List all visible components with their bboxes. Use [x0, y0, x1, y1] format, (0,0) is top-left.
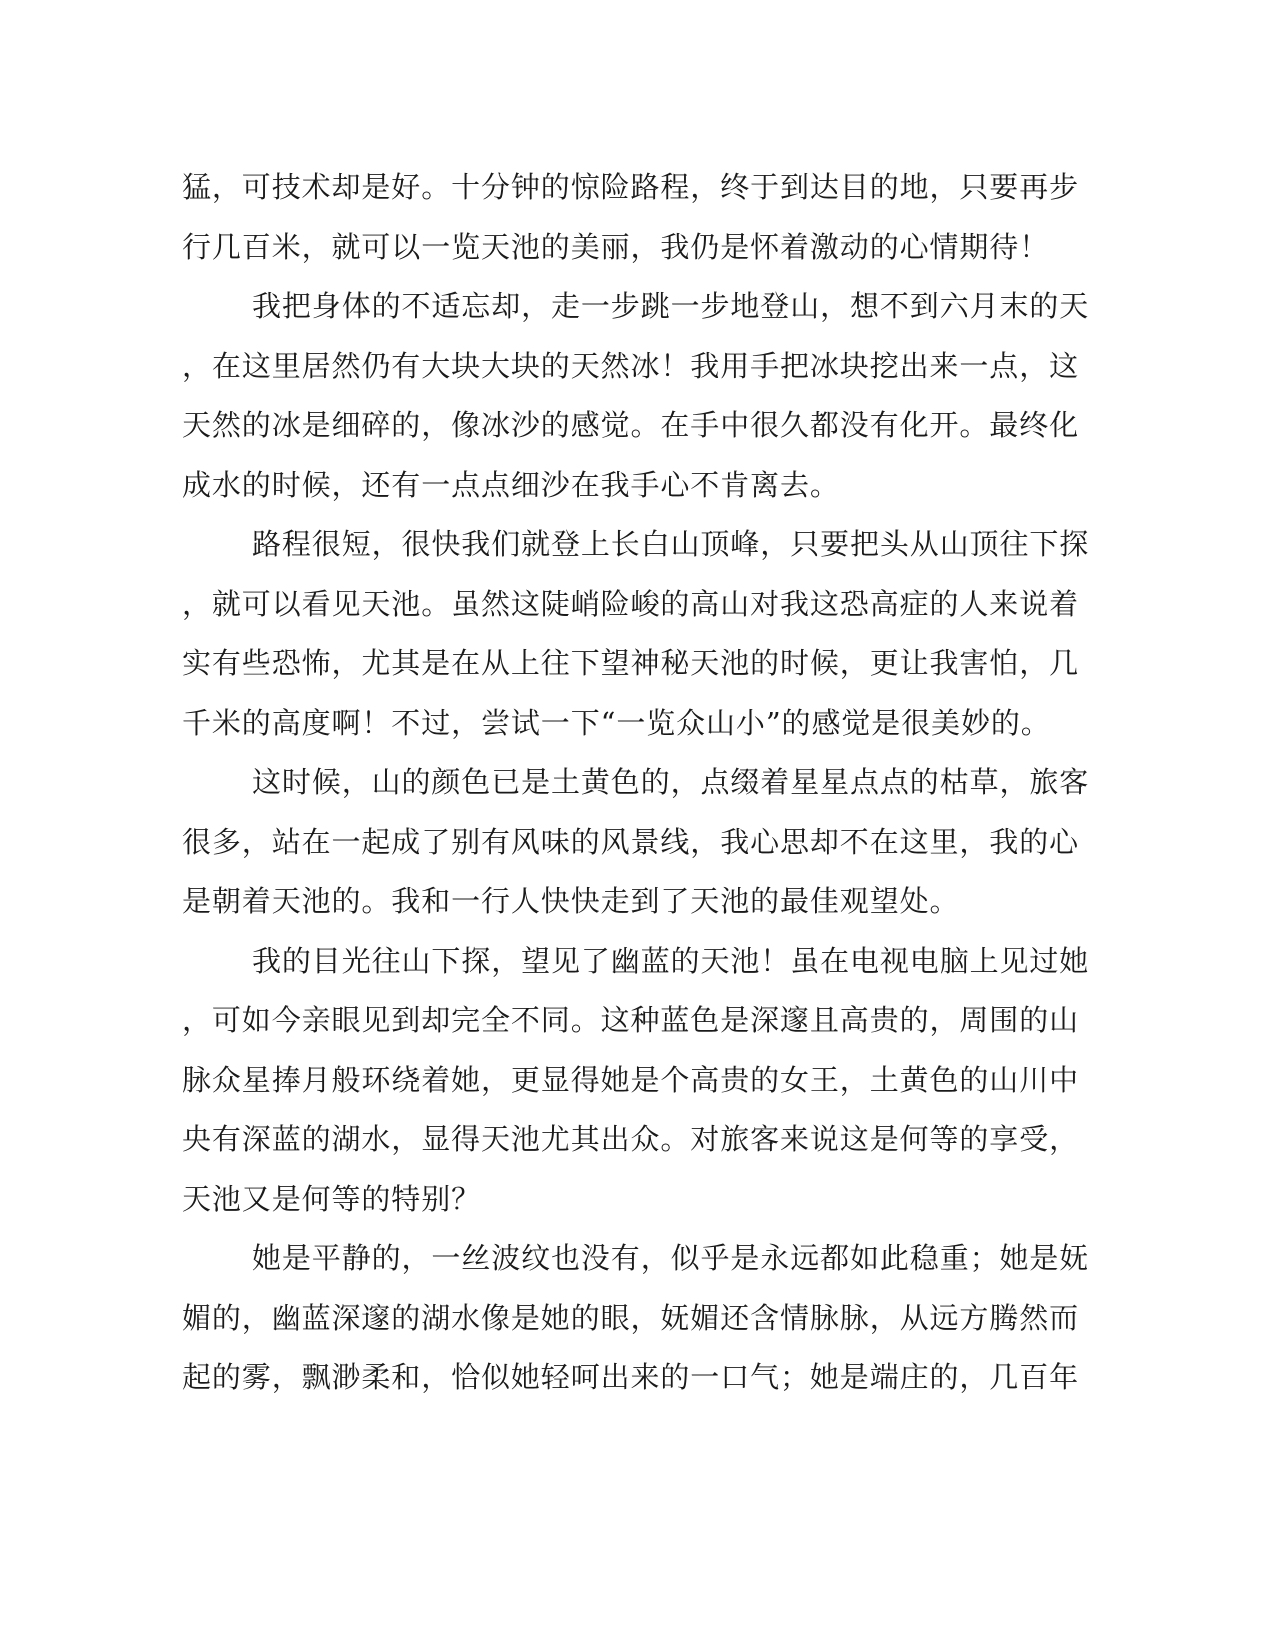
paragraph-start-line: 我的目光往山下探，望见了幽蓝的天池！虽在电视电脑上见过她 [252, 943, 1090, 978]
text-line: 天池又是何等的特别？ [182, 1181, 482, 1216]
paragraph-start-line: 我把身体的不适忘却，走一步跳一步地登山，想不到六月末的天 [252, 289, 1090, 323]
text-line: ，就可以看见天池。虽然这陡峭险峻的高山对我这恐高症的人来说着 [182, 586, 1080, 621]
text-line: ，在这里居然仍有大块大块的天然冰！我用手把冰块挖出来一点，这 [182, 348, 1080, 383]
text-line: 起的雾，飘渺柔和，恰似她轻呵出来的一口气；她是端庄的，几百年 [182, 1360, 1080, 1394]
text-line: 很多，站在一起成了别有风味的风景线，我心思却不在这里，我的心 [182, 824, 1080, 859]
text-line: 行几百米，就可以一览天池的美丽，我仍是怀着激动的心情期待！ [182, 229, 1050, 264]
paragraph-start-line: 这时候，山的颜色已是土黄色的，点缀着星星点点的枯草，旅客 [252, 765, 1090, 799]
text-line: 千米的高度啊！不过，尝试一下“一览众山小”的感觉是很美妙的。 [182, 705, 1051, 740]
text-line: 天然的冰是细碎的，像冰沙的感觉。在手中很久都没有化开。最终化 [182, 408, 1080, 442]
text-line: 央有深蓝的湖水，显得天池尤其出众。对旅客来说这是何等的享受， [182, 1122, 1080, 1156]
paragraph-start-line: 她是平静的，一丝波纹也没有，似乎是永远都如此稳重；她是妩 [252, 1241, 1090, 1275]
paragraph-start-line: 路程很短，很快我们就登上长白山顶峰，只要把头从山顶往下探 [252, 527, 1090, 561]
text-line: 实有些恐怖，尤其是在从上往下望神秘天池的时候，更让我害怕，几 [182, 646, 1080, 680]
text-line: ，可如今亲眼见到却完全不同。这种蓝色是深邃且高贵的，周围的山 [182, 1003, 1080, 1037]
text-line: 脉众星捧月般环绕着她，更显得她是个高贵的女王，土黄色的山川中 [182, 1062, 1080, 1097]
text-line: 成水的时候，还有一点点细沙在我手心不肯离去。 [182, 467, 840, 502]
text-line: 媚的，幽蓝深邃的湖水像是她的眼，妩媚还含情脉脉，从远方腾然而 [182, 1300, 1080, 1335]
body-text [182, 158, 1090, 1408]
text-line: 猛，可技术却是好。十分钟的惊险路程，终于到达目的地，只要再步 [182, 170, 1080, 204]
text-line: 是朝着天池的。我和一行人快快走到了天池的最佳观望处。 [182, 884, 960, 918]
